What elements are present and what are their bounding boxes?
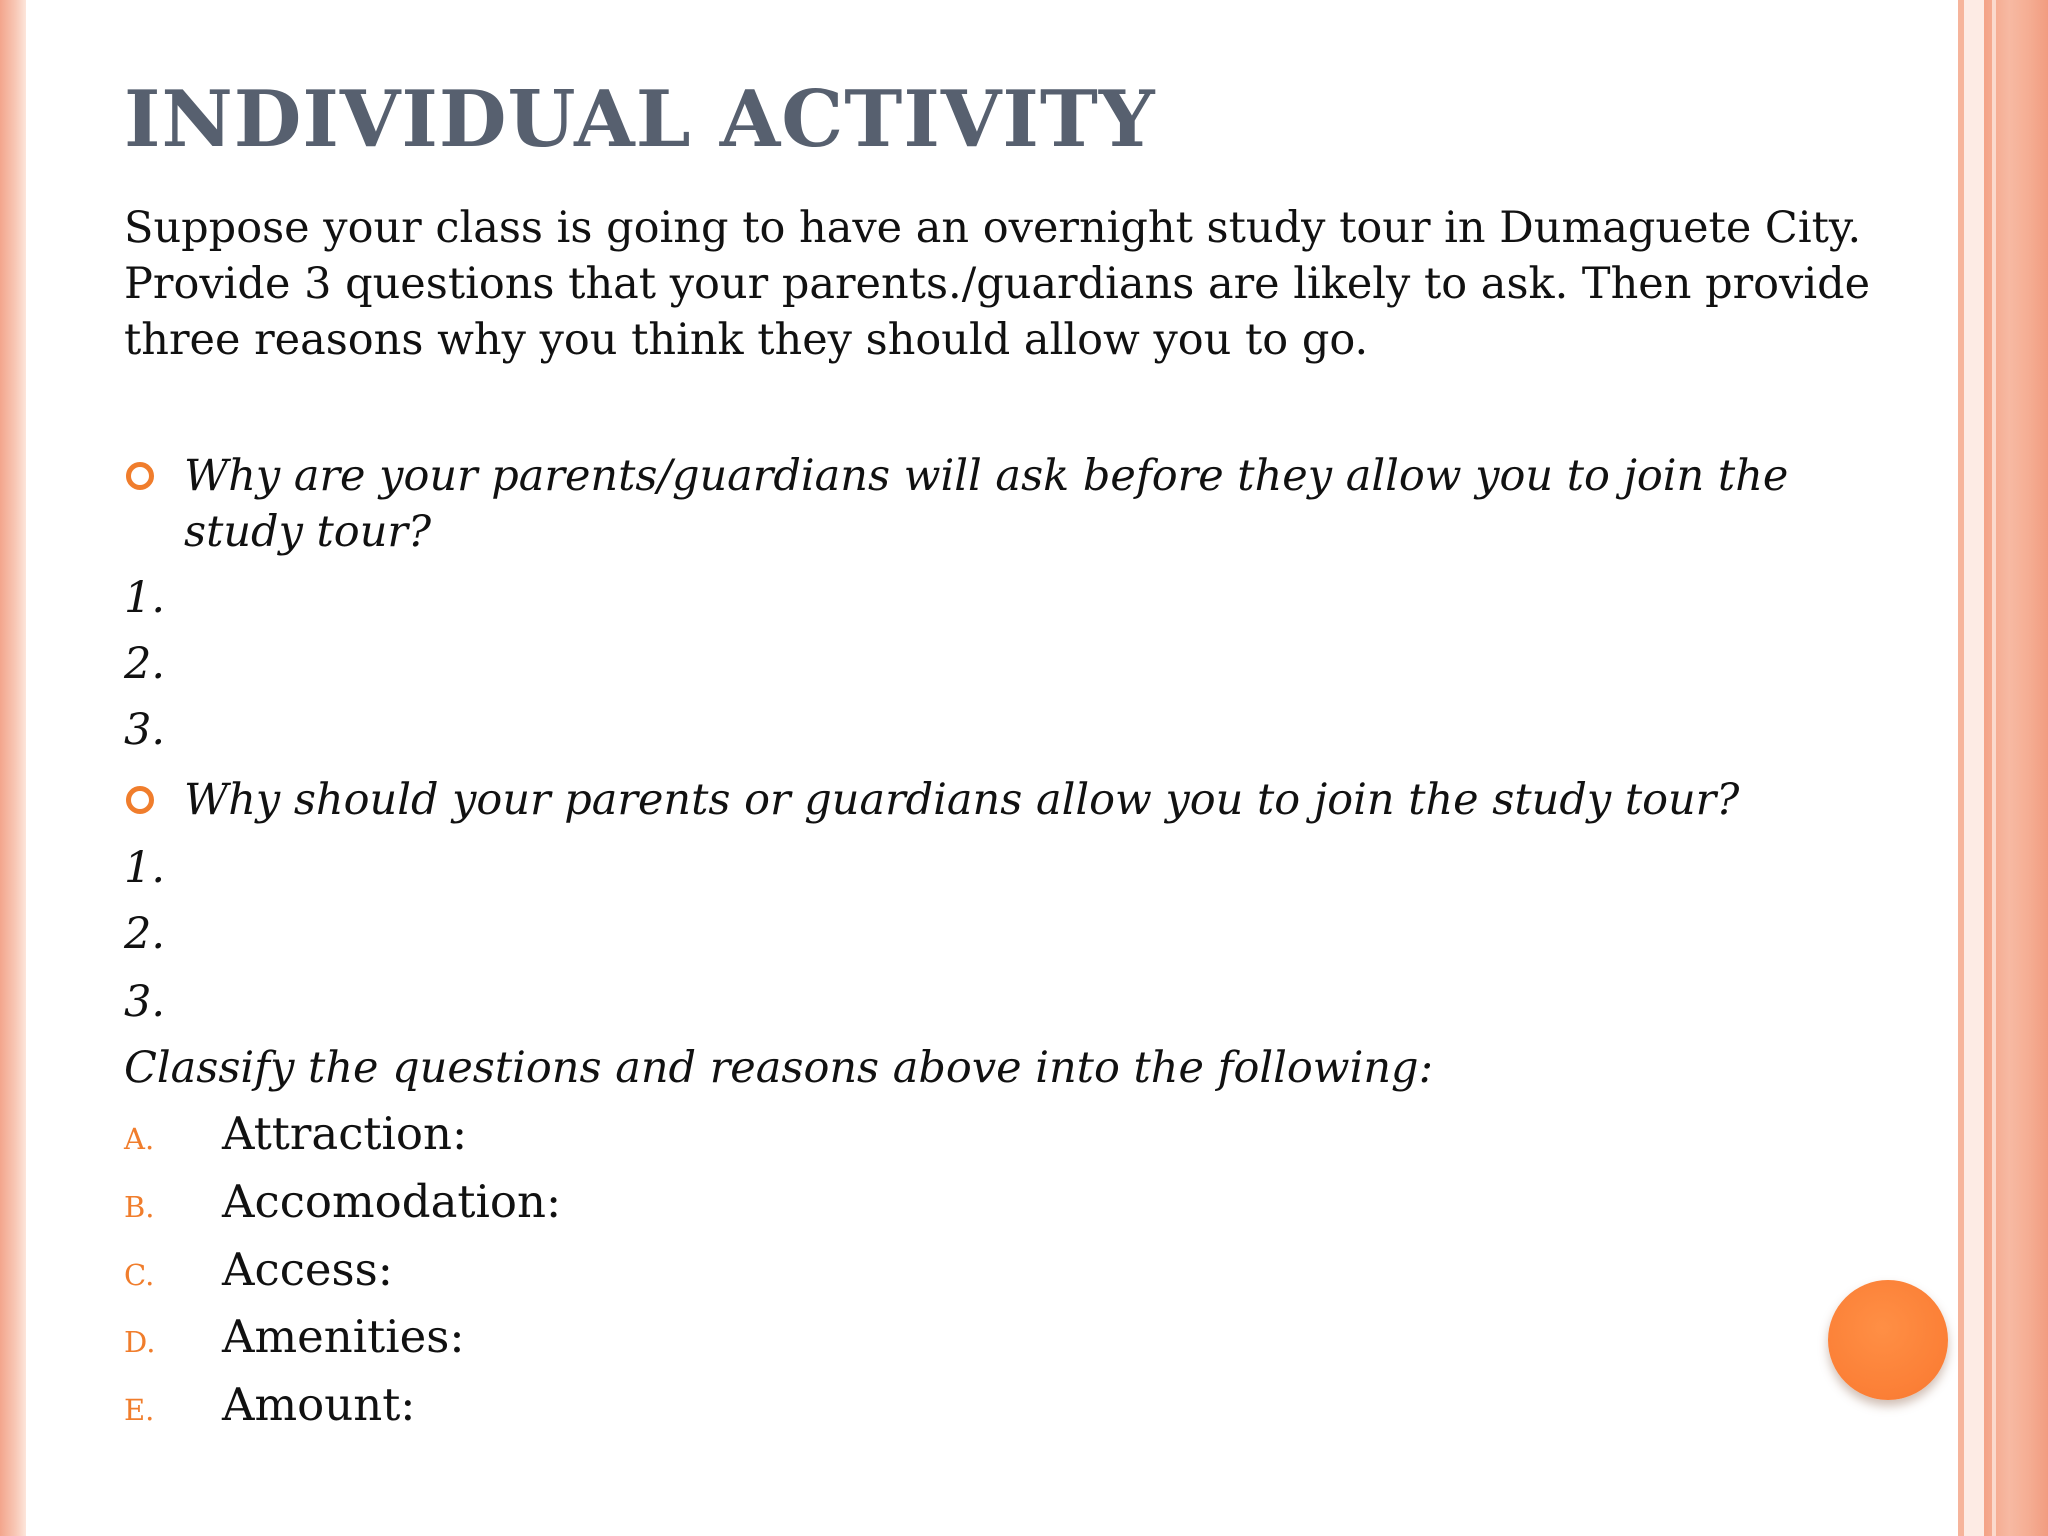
category-letter: B.: [124, 1190, 155, 1224]
answer-number: 2.: [124, 909, 166, 959]
category-letter: E.: [124, 1393, 155, 1427]
category-label: Access:: [222, 1243, 393, 1296]
category-letter: C.: [124, 1258, 155, 1292]
right-frame-gap: [1964, 0, 1984, 1536]
category-letter: D.: [124, 1325, 156, 1359]
bullet-question-2: [124, 772, 1894, 828]
bullet-text: Why should your parents or guardians allow you to join the study tour?: [184, 775, 1740, 825]
category-item: [124, 1377, 1024, 1437]
right-frame-band: [1984, 0, 2048, 1536]
category-item: [124, 1106, 1024, 1166]
category-item: [124, 1174, 1024, 1234]
ring-bullet-icon: [126, 786, 154, 814]
classify-instruction: Classify the questions and reasons above into the following:: [124, 1043, 1434, 1093]
orange-circle-icon: [1828, 1280, 1948, 1400]
category-label: Amenities:: [222, 1310, 465, 1363]
left-frame-band: [0, 0, 26, 1536]
category-item: [124, 1309, 1024, 1369]
category-label: Attraction:: [222, 1107, 468, 1160]
bullet-question-1: [124, 448, 1894, 560]
intro-paragraph: Suppose your class is going to have an overnight study tour in Dumaguete City. Provide 3 questions that your parents./guardians are likely to ask. Then provide three reasons why you think they should allow you to go.: [124, 203, 1871, 365]
answer-number: 2.: [124, 639, 166, 689]
bullet-text: Why are your parents/guardians will ask before they allow you to join the study tour?: [184, 451, 1789, 557]
category-letter: A.: [124, 1122, 155, 1156]
ring-bullet-icon: [126, 462, 154, 490]
answer-number: 1.: [124, 843, 166, 893]
slide-title: INDIVIDUAL ACTIVITY: [124, 74, 1156, 165]
category-item: [124, 1242, 1024, 1302]
category-label: Amount:: [222, 1378, 416, 1431]
answer-number: 1.: [124, 573, 166, 623]
answer-number: 3.: [124, 705, 166, 755]
answer-number: 3.: [124, 977, 166, 1027]
category-label: Accomodation:: [222, 1175, 562, 1228]
